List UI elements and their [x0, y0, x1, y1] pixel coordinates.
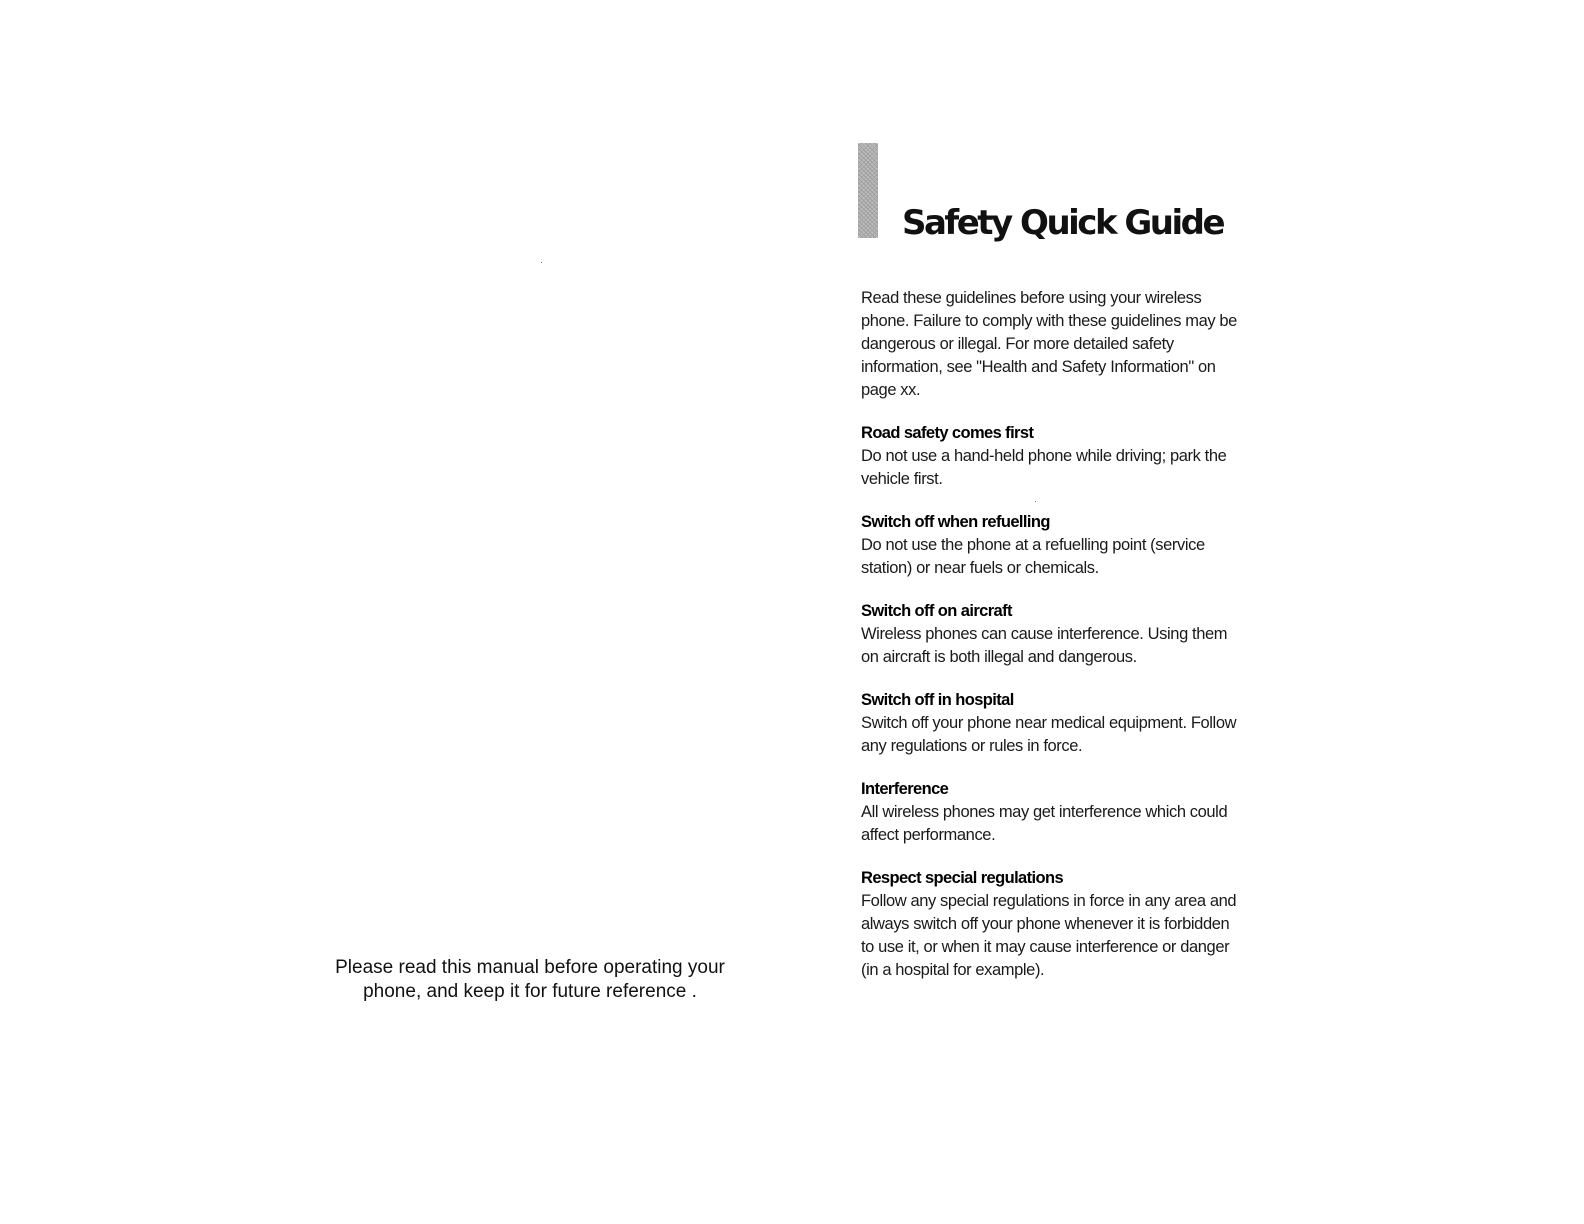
section-heading: Interference [861, 780, 949, 798]
safety-guide-content [861, 287, 1241, 1002]
section-body: Wireless phones can cause interference. Using them on aircraft is both illegal and dangerous. [861, 625, 1228, 666]
section-road-safety [861, 422, 1241, 491]
section-special-regulations [861, 867, 1241, 982]
manual-notice [300, 956, 760, 1004]
section-refuelling [861, 511, 1241, 580]
section-body: Do not use a hand-held phone while driving; park the vehicle first. [861, 447, 1227, 488]
section-body: Switch off your phone near medical equipment. Follow any regulations or rules in force. [861, 714, 1237, 755]
manual-notice-line-1: Please read this manual before operating your [335, 957, 725, 978]
section-interference [861, 778, 1241, 847]
section-body: Follow any special regulations in force in any area and always switch off your phone whenever it is forbidden to use it, or when it may cause interference or danger (in a hospital for example). [861, 892, 1237, 979]
page-title: Safety Quick Guide [902, 203, 1224, 243]
section-body: Do not use the phone at a refuelling point (service station) or near fuels or chemicals. [861, 536, 1205, 577]
right-page [792, 0, 1584, 1224]
scan-speck [541, 262, 542, 263]
section-body: All wireless phones may get interference which could affect performance. [861, 803, 1228, 844]
section-hospital [861, 689, 1241, 758]
section-heading: Respect special regulations [861, 869, 1064, 887]
section-aircraft [861, 600, 1241, 669]
intro-paragraph: Read these guidelines before using your wireless phone. Failure to comply with these guidelines may be dangerous or illegal. For more detailed safety information, see "Health and Safety Information" on page xx. [861, 289, 1237, 399]
chapter-tab-marker [858, 143, 878, 238]
manual-notice-line-2: phone, and keep it for future reference . [363, 981, 697, 1002]
section-heading: Road safety comes first [861, 424, 1034, 442]
section-heading: Switch off in hospital [861, 691, 1014, 709]
section-heading: Switch off when refuelling [861, 513, 1050, 531]
section-heading: Switch off on aircraft [861, 602, 1012, 620]
